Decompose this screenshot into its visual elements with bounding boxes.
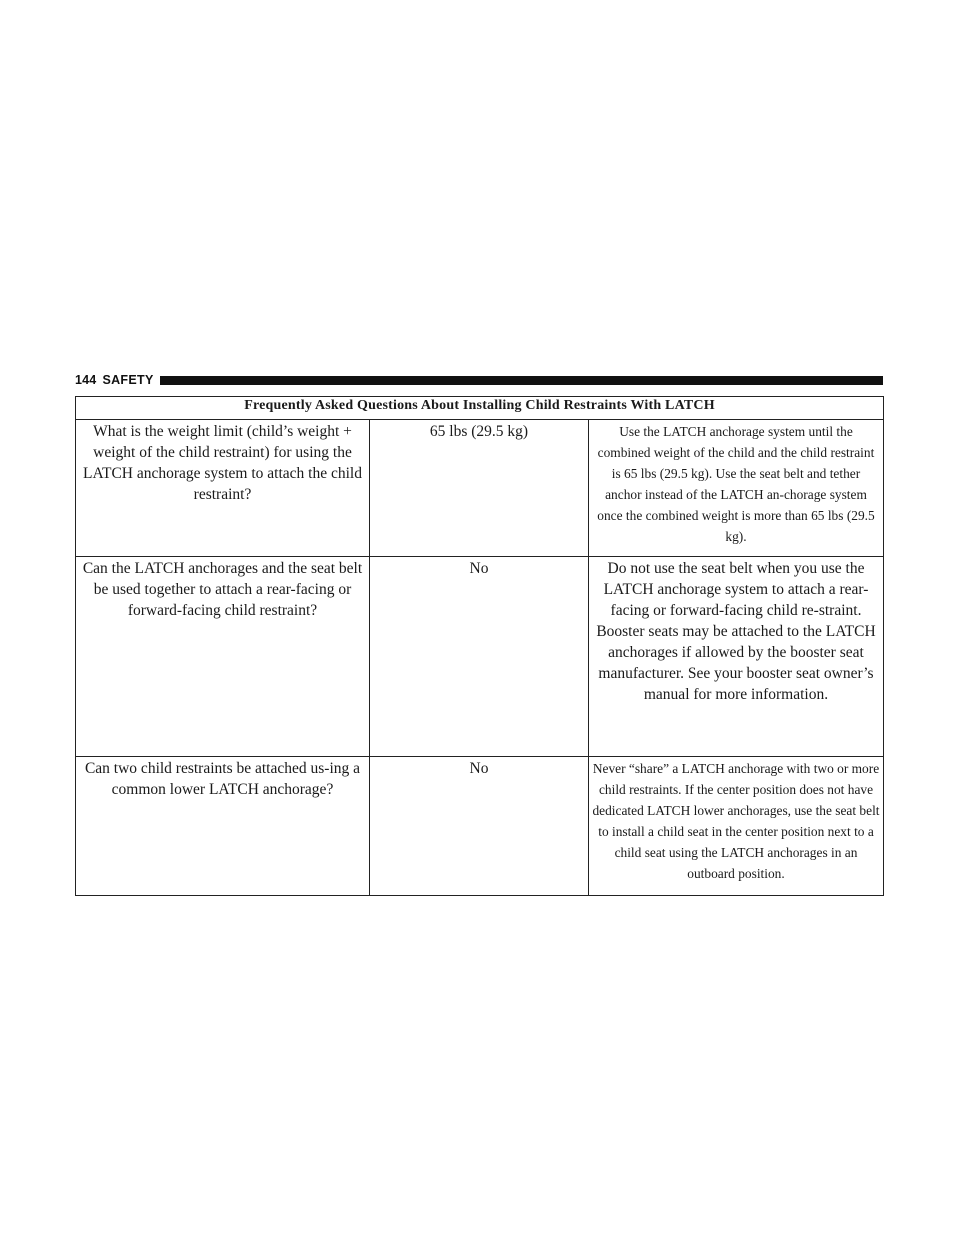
faq-table — [75, 396, 884, 896]
details-cell — [589, 420, 884, 557]
details-cell — [589, 557, 884, 757]
table-row — [76, 420, 884, 557]
answer-cell: No — [370, 557, 589, 757]
page-number: 144 — [75, 373, 97, 387]
answer-cell: No — [370, 757, 589, 896]
table-title: Frequently Asked Questions About Installing Child Restraints With LATCH — [76, 397, 884, 420]
table-title-row — [76, 397, 884, 420]
question-cell: Can the LATCH anchorages and the seat belt be used together to attach a rear-facing or forward-facing child restraint? — [76, 557, 370, 757]
details-cell — [589, 757, 884, 896]
details-paragraph: Never “share” a LATCH anchorage with two or more child restraints. If the center position does not have dedicated LATCH lower anchorages, use the seat belt to install a child seat in the center position next to a child seat using the LATCH anchorages in an outboard position. — [592, 761, 880, 881]
table-row — [76, 557, 884, 757]
details-paragraph: Do not use the seat belt when you use the LATCH anchorage system to attach a rear-facing or forward-facing child re-straint. — [603, 560, 869, 619]
question-cell: What is the weight limit (child’s weight + weight of the child restraint) for using the LATCH anchorage system to attach the child restraint? — [76, 420, 370, 557]
question-cell: Can two child restraints be attached us-ing a common lower LATCH anchorage? — [76, 757, 370, 896]
section-title: SAFETY — [102, 373, 154, 387]
table-row — [76, 757, 884, 896]
header-rule — [160, 376, 883, 385]
details-paragraph: Booster seats may be attached to the LATCH anchorages if allowed by the booster seat manufacturer. See your booster seat owner’s manual for more information. — [596, 623, 876, 703]
page-header — [75, 370, 883, 390]
answer-cell: 65 lbs (29.5 kg) — [370, 420, 589, 557]
details-paragraph: Use the LATCH anchorage system until the combined weight of the child and the child restraint is 65 lbs (29.5 kg). Use the seat belt and tether anchor instead of the LATCH an-chorage system once the combined weight is more than 65 lbs (29.5 kg). — [597, 424, 875, 544]
